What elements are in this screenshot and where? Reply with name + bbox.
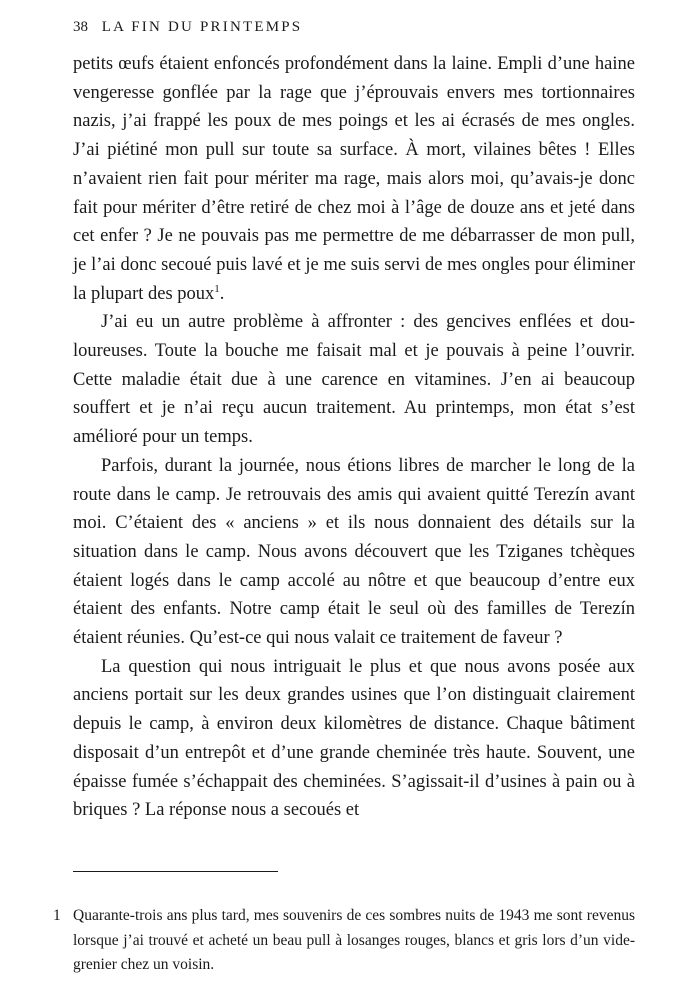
paragraph-1 bbox=[73, 50, 635, 308]
paragraph-4: La question qui nous intriguait le plus et que nous avons posée aux anciens portait sur les deux grandes usines que l’on distinguait clairement depuis le camp, à environ deux kilomètres de distance. Chaque bâtiment disposait d’un entrepôt et d’une grande cheminée très haute. Souvent, une épaisse fumée s’échappait des cheminées. S’agissait-il d’usines à pain ou à briques ? La réponse nous a secoués et bbox=[73, 656, 635, 821]
footnote-reference[interactable]: 1 bbox=[214, 282, 220, 295]
body-text bbox=[73, 50, 635, 825]
paragraph-1-text: petits œufs étaient enfoncés profondément dans la laine. Empli d’une haine vengeresse gonflée par la rage que j’éprouvais envers mes tortionnaires nazis, j’ai frappé les poux de mes poings et les ai écrasés de mes ongles. J’ai piétiné mon pull sur toute sa surface. À mort, vilaines bêtes ! Elles n’avaient rien fait pour mériter ma rage, mais alors moi, qu’avais-je donc fait pour mériter d’être retiré de chez moi à l’âge de douze ans et jeté dans cet enfer ? Je ne pouvais pas me permettre de me débarrasser de mon pull, je l’ai donc secoué puis lavé et je me suis servi de mes ongles pour éliminer la plupart des poux bbox=[73, 54, 635, 304]
page-number: 38 bbox=[73, 19, 88, 35]
running-title: LA FIN DU PRINTEMPS bbox=[101, 19, 303, 35]
footnote-number: 1 bbox=[53, 907, 61, 924]
footnote-text: Quarante-trois ans plus tard, mes souvenirs de ces sombres nuits de 1943 me sont revenus lorsque j’ai trouvé et acheté un beau pull à losanges rouges, blancs et gris lors d’un vide-grenier chez un voisin. bbox=[73, 907, 635, 973]
paragraph-3: Parfois, durant la journée, nous étions libres de marcher le long de la route dans le camp. Je retrouvais des amis qui avaient quitté Terezín avant moi. C’étaient des « anciens » et ils nous donnaient des détails sur la situation dans le camp. Nous avons découvert que les Tziganes tchèques étaient logés dans le camp accolé au nôtre et que beaucoup d’entre eux étaient des enfants. Notre camp était le seul où des familles de Terezín étaient réunies. Qu’est-ce qui nous valait ce traitement de faveur ? bbox=[73, 455, 635, 649]
footnote-divider bbox=[73, 871, 278, 872]
paragraph-1-end: . bbox=[219, 283, 225, 304]
running-header bbox=[73, 12, 633, 42]
footnote bbox=[53, 904, 635, 978]
paragraph-2: J’ai eu un autre problème à affronter : des gencives enflées et douloureuses. Toute la bouche me faisait mal et je pouvais à peine l’ouvrir. Cette maladie était due à une carence en vitamines. J’en ai beaucoup souffert et je n’ai reçu aucun traitement. Au printemps, mon état s’est amélioré pour un temps. bbox=[73, 312, 635, 448]
